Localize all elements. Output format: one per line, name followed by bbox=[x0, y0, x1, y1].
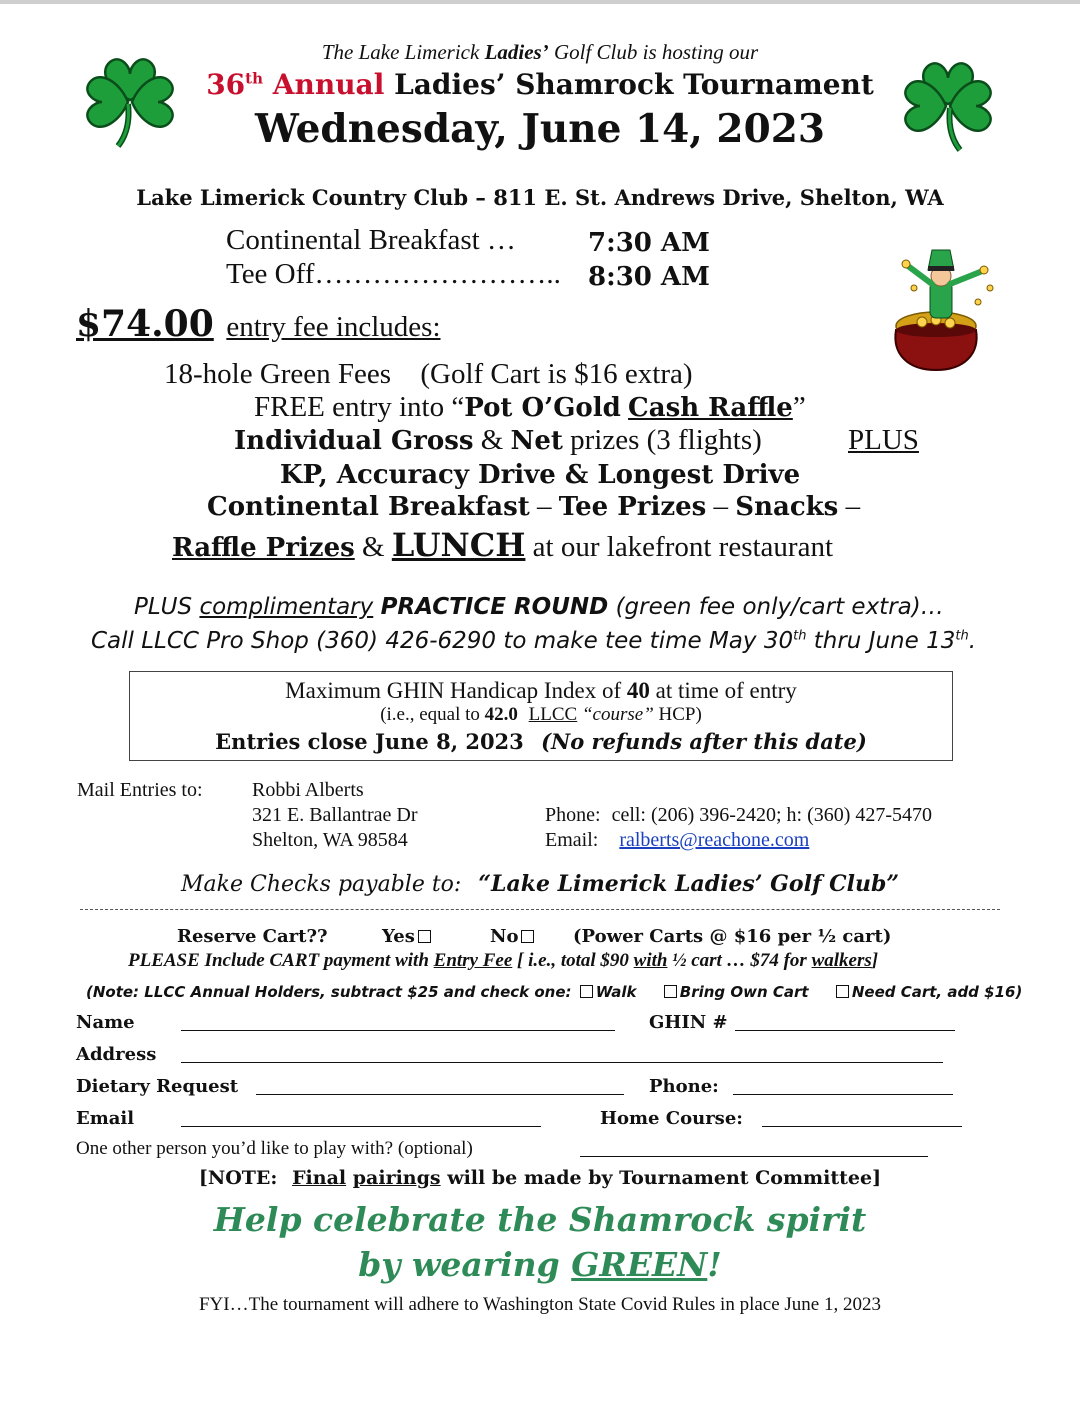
practice-round-line bbox=[134, 594, 944, 620]
no-label: No bbox=[490, 926, 519, 947]
tournament-annual: Annual bbox=[272, 68, 385, 101]
checks-label: Make Checks payable to: bbox=[181, 872, 462, 897]
need-cart-label: Need Cart, add $16) bbox=[851, 983, 1023, 1001]
cart-payment-note bbox=[128, 950, 878, 972]
schedule-breakfast bbox=[226, 224, 516, 257]
email-field[interactable] bbox=[181, 1126, 541, 1127]
include-text: LUNCH bbox=[391, 526, 526, 564]
checks-payable bbox=[0, 871, 1080, 897]
practice-text: complimentary bbox=[199, 594, 374, 620]
mail-name: Robbi Alberts bbox=[252, 779, 364, 801]
event-date: Wednesday, June 14, 2023 bbox=[255, 106, 825, 152]
power-carts-info: (Power Carts @ $16 per ½ cart) bbox=[573, 926, 892, 947]
include-text: Continental Breakfast bbox=[207, 492, 530, 522]
pairings-note-text: will be made by Tournament Committee] bbox=[447, 1167, 882, 1189]
name-label: Name bbox=[76, 1012, 135, 1033]
pro-shop-line bbox=[91, 628, 976, 654]
name-field[interactable] bbox=[181, 1030, 615, 1031]
hosting-text-bold: Ladies’ bbox=[484, 40, 549, 64]
green-slogan-green: GREEN bbox=[571, 1245, 708, 1284]
include-text: Individual Gross bbox=[234, 426, 474, 456]
include-text: Cash Raffle bbox=[628, 393, 793, 423]
practice-text: Call LLCC Pro Shop (360) 426-6290 to make tee time May 30 bbox=[91, 628, 794, 654]
handicap-line bbox=[130, 678, 952, 704]
include-text: at our lakefront restaurant bbox=[532, 531, 834, 563]
ghin-label: GHIN # bbox=[649, 1012, 728, 1033]
practice-text: th bbox=[955, 628, 969, 644]
include-drives bbox=[0, 458, 1080, 491]
tournament-number-suffix: th bbox=[245, 69, 263, 88]
include-raffle bbox=[254, 391, 806, 424]
need-cart-checkbox[interactable] bbox=[836, 985, 849, 998]
hcp-value: 42.0 bbox=[484, 704, 518, 725]
include-text: FREE entry into “ bbox=[254, 391, 465, 423]
handicap-info-box bbox=[129, 671, 953, 761]
mail-label: Mail Entries to: bbox=[77, 779, 203, 801]
include-text: – bbox=[536, 490, 552, 522]
hosting-text-post: Golf Club is hosting our bbox=[553, 40, 759, 64]
pairings-note-text: [NOTE: bbox=[198, 1167, 278, 1189]
schedule-breakfast-time bbox=[588, 226, 710, 259]
mail-email bbox=[545, 829, 809, 852]
include-text: Pot O’Gold bbox=[464, 393, 621, 423]
mail-phone bbox=[545, 804, 932, 827]
bring-cart-label: Bring Own Cart bbox=[679, 983, 809, 1001]
reserve-no[interactable] bbox=[490, 926, 537, 947]
handicap-text: at time of entry bbox=[655, 678, 797, 703]
annual-holders-note bbox=[86, 983, 1022, 1001]
green-slogan-text: ! bbox=[707, 1245, 722, 1284]
green-slogan-line1: Help celebrate the Shamrock spirit bbox=[213, 1200, 867, 1239]
cart-note-text: ½ cart … $74 for bbox=[672, 950, 807, 971]
cut-line-divider bbox=[80, 909, 1000, 910]
walk-checkbox[interactable] bbox=[580, 985, 593, 998]
yes-checkbox[interactable] bbox=[418, 930, 431, 943]
practice-text: . bbox=[968, 628, 977, 654]
cart-note-text: Entry Fee bbox=[433, 950, 513, 971]
annual-note-text: (Note: LLCC Annual Holders, subtract $25 and check one: bbox=[86, 983, 572, 1001]
mail-city: Shelton, WA 98584 bbox=[252, 829, 408, 851]
cart-note-text: ] bbox=[871, 950, 879, 971]
home-course-field[interactable] bbox=[762, 1126, 962, 1127]
hcp-text: LLCC bbox=[528, 704, 578, 725]
pairings-note-text: Final bbox=[292, 1167, 347, 1189]
include-prizes bbox=[234, 424, 762, 457]
schedule-teeoff bbox=[226, 258, 561, 291]
practice-text: PLUS bbox=[134, 594, 193, 620]
cart-note-text: [ i.e., total $90 bbox=[517, 950, 629, 971]
include-text: prizes (3 flights) bbox=[570, 424, 762, 456]
phone-field[interactable] bbox=[733, 1094, 953, 1095]
include-text: KP, Accuracy Drive & Longest Drive bbox=[279, 460, 801, 490]
entries-close-line bbox=[130, 729, 952, 754]
green-slogan-text: by wearing bbox=[358, 1245, 560, 1284]
include-text: & bbox=[362, 531, 385, 563]
practice-text: thru June 13 bbox=[813, 628, 956, 654]
hcp-text: HCP) bbox=[658, 704, 702, 725]
schedule-time: 7:30 AM bbox=[588, 228, 710, 258]
handicap-text: Maximum GHIN Handicap Index of bbox=[285, 678, 622, 703]
hcp-text: “course” bbox=[581, 704, 654, 725]
include-text: – bbox=[845, 490, 861, 522]
hosting-line bbox=[0, 40, 1080, 65]
yes-label: Yes bbox=[382, 926, 415, 947]
leprechaun-pot-of-gold-icon bbox=[884, 244, 1004, 374]
include-text: Raffle Prizes bbox=[172, 533, 355, 563]
entry-fee-amount: $74.00 bbox=[76, 303, 214, 345]
email-label: Email: bbox=[545, 829, 599, 851]
include-breakfast-prizes bbox=[207, 490, 860, 523]
play-with-label: One other person you’d like to play with? (optional) bbox=[76, 1138, 473, 1159]
schedule-label: Tee Off…………………….. bbox=[226, 258, 561, 290]
practice-text: PRACTICE ROUND bbox=[380, 594, 609, 620]
covid-fyi: FYI…The tournament will adhere to Washington State Covid Rules in place June 1, 2023 bbox=[198, 1294, 881, 1315]
phone-label: Phone: bbox=[545, 804, 601, 826]
include-text: ” bbox=[792, 391, 806, 423]
include-text: – bbox=[713, 490, 729, 522]
schedule-label: Continental Breakfast … bbox=[226, 224, 516, 256]
include-text: (Golf Cart is $16 extra) bbox=[420, 358, 693, 390]
email-field-label: Email bbox=[76, 1108, 135, 1129]
include-text: Snacks bbox=[735, 492, 839, 522]
cart-note-text: PLEASE Include CART payment with bbox=[128, 950, 429, 971]
include-plus bbox=[848, 424, 919, 457]
address-field[interactable] bbox=[181, 1062, 943, 1063]
dietary-label: Dietary Request bbox=[76, 1076, 239, 1097]
hosting-text-pre: The Lake Limerick bbox=[321, 40, 480, 64]
top-border bbox=[0, 0, 1080, 4]
address-label: Address bbox=[76, 1044, 157, 1065]
mail-street: 321 E. Ballantrae Dr bbox=[252, 804, 418, 826]
include-text: Net bbox=[510, 426, 563, 456]
walk-label: Walk bbox=[595, 983, 637, 1001]
entry-fee bbox=[76, 303, 441, 345]
handicap-max: 40 bbox=[626, 678, 650, 703]
tournament-name: Ladies’ Shamrock Tournament bbox=[394, 68, 874, 101]
phone-field-label: Phone: bbox=[649, 1076, 719, 1097]
entry-fee-text: entry fee includes: bbox=[226, 311, 441, 343]
phone-value: cell: (206) 396-2420; h: (360) 427-5470 bbox=[611, 804, 933, 826]
include-text: Tee Prizes bbox=[558, 492, 707, 522]
email-link[interactable]: ralberts@reachone.com bbox=[619, 829, 810, 851]
pairings-note bbox=[0, 1167, 1080, 1189]
schedule-teeoff-time bbox=[588, 260, 710, 293]
ghin-field[interactable] bbox=[735, 1030, 955, 1031]
green-slogan-line2 bbox=[0, 1245, 1080, 1284]
no-checkbox[interactable] bbox=[521, 930, 534, 943]
dietary-field[interactable] bbox=[256, 1094, 624, 1095]
practice-text: (green fee only/cart extra)… bbox=[615, 594, 944, 620]
checks-payee: “Lake Limerick Ladies’ Golf Club” bbox=[478, 871, 899, 897]
home-course-label: Home Course: bbox=[600, 1108, 743, 1129]
include-text: 18-hole Green Fees bbox=[164, 358, 392, 390]
include-text: & bbox=[480, 424, 504, 456]
include-lunch bbox=[172, 526, 833, 564]
reserve-yes[interactable] bbox=[382, 926, 434, 947]
tournament-title bbox=[0, 68, 1080, 101]
include-text: PLUS bbox=[848, 424, 919, 456]
play-with-field[interactable] bbox=[580, 1156, 928, 1157]
entries-close-text: Entries close June 8, 2023 bbox=[215, 729, 524, 754]
cart-note-text: with bbox=[633, 950, 668, 971]
hcp-text: (i.e., equal to bbox=[380, 704, 480, 725]
tournament-number: 36 bbox=[206, 68, 246, 101]
include-green-fees bbox=[164, 358, 693, 391]
no-refunds-text: (No refunds after this date) bbox=[541, 729, 867, 754]
schedule-time: 8:30 AM bbox=[588, 262, 710, 292]
course-hcp-line bbox=[130, 704, 952, 726]
cart-note-text: walkers bbox=[811, 950, 872, 971]
reserve-cart-label: Reserve Cart?? bbox=[177, 926, 328, 947]
practice-text: th bbox=[793, 628, 807, 644]
event-location: Lake Limerick Country Club – 811 E. St. Andrews Drive, Shelton, WA bbox=[136, 185, 944, 210]
bring-cart-checkbox[interactable] bbox=[664, 985, 677, 998]
pairings-note-text: pairings bbox=[352, 1167, 441, 1189]
